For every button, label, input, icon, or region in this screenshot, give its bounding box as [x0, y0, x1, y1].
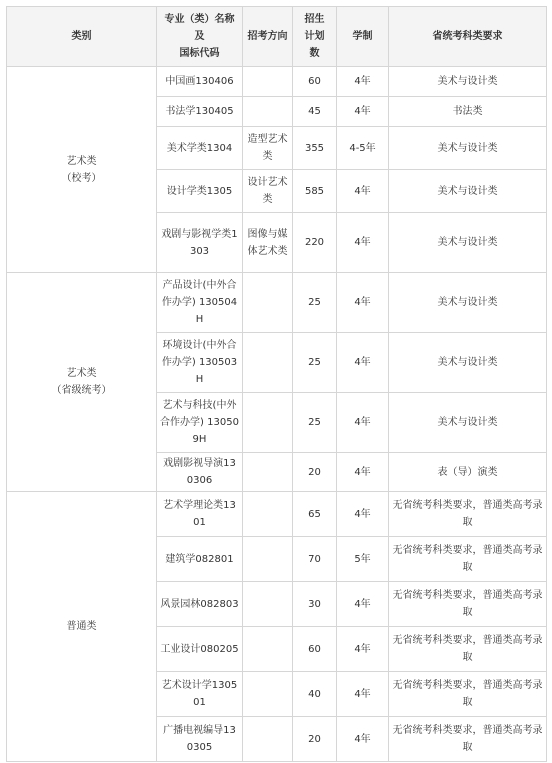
major-cell: 中国画130406: [157, 67, 243, 97]
header-direction: 招考方向: [243, 7, 293, 67]
direction-cell: [243, 537, 293, 582]
direction-cell: [243, 672, 293, 717]
direction-cell: [243, 492, 293, 537]
category-line: 艺术类: [66, 368, 97, 379]
header-years: 学制: [337, 7, 389, 67]
years-cell: 4年: [337, 67, 389, 97]
requirement-cell: 美术与设计类: [389, 213, 547, 273]
years-cell: 5年: [337, 537, 389, 582]
major-cell: 艺术与科技(中外合作办学) 130509H: [157, 393, 243, 453]
major-cell: 戏剧影视导演130306: [157, 453, 243, 492]
plan-cell: 25: [293, 333, 337, 393]
plan-cell: 65: [293, 492, 337, 537]
header-plan-line: 数: [309, 48, 320, 59]
category-line: （校考）: [61, 172, 102, 184]
plan-cell: 45: [293, 97, 337, 127]
requirement-cell: 无省统考科类要求，普通类高考录取: [389, 537, 547, 582]
category-line: 艺术类: [66, 155, 97, 167]
table-row: [7, 492, 547, 537]
header-category: 类别: [7, 7, 157, 67]
category-line: （省级统考）: [51, 385, 112, 396]
major-cell: 广播电视编导130305: [157, 717, 243, 762]
requirement-cell: 无省统考科类要求，普通类高考录取: [389, 582, 547, 627]
plan-cell: 20: [293, 453, 337, 492]
years-cell: 4-5年: [337, 127, 389, 170]
direction-cell: 造型艺术类: [243, 127, 293, 170]
years-cell: 4年: [337, 97, 389, 127]
requirement-cell: 无省统考科类要求，普通类高考录取: [389, 492, 547, 537]
major-cell: 艺术学理论类1301: [157, 492, 243, 537]
header-major-line: 专业（类）名称: [164, 14, 235, 25]
plan-cell: 60: [293, 627, 337, 672]
requirement-cell: 美术与设计类: [389, 170, 547, 213]
admissions-table: [6, 6, 547, 762]
header-plan: [293, 7, 337, 67]
plan-cell: 20: [293, 717, 337, 762]
years-cell: 4年: [337, 393, 389, 453]
plan-cell: 40: [293, 672, 337, 717]
years-cell: 4年: [337, 213, 389, 273]
major-cell: 美术学类1304: [157, 127, 243, 170]
table-row: [7, 273, 547, 333]
major-cell: 工业设计080205: [157, 627, 243, 672]
plan-cell: 70: [293, 537, 337, 582]
requirement-cell: 美术与设计类: [389, 273, 547, 333]
major-cell: 设计学类1305: [157, 170, 243, 213]
category-line: 普通类: [66, 621, 97, 632]
header-major-line: 及: [194, 31, 205, 42]
years-cell: 4年: [337, 582, 389, 627]
plan-cell: 355: [293, 127, 337, 170]
direction-cell: [243, 393, 293, 453]
plan-cell: 60: [293, 67, 337, 97]
plan-cell: 220: [293, 213, 337, 273]
header-plan-line: 计划: [304, 31, 325, 42]
years-cell: 4年: [337, 273, 389, 333]
requirement-cell: 无省统考科类要求，普通类高考录取: [389, 717, 547, 762]
major-cell: 环境设计(中外合作办学) 130503H: [157, 333, 243, 393]
major-cell: 艺术设计学130501: [157, 672, 243, 717]
requirement-cell: 书法类: [389, 97, 547, 127]
requirement-cell: 表（导）演类: [389, 453, 547, 492]
table-row: [7, 67, 547, 97]
requirement-cell: 美术与设计类: [389, 127, 547, 170]
header-row: [7, 7, 547, 67]
table-body: [7, 67, 547, 762]
requirement-cell: 美术与设计类: [389, 333, 547, 393]
requirement-cell: 美术与设计类: [389, 393, 547, 453]
major-cell: 戏剧与影视学类1303: [157, 213, 243, 273]
plan-cell: 25: [293, 393, 337, 453]
direction-cell: 设计艺术类: [243, 170, 293, 213]
direction-cell: [243, 333, 293, 393]
years-cell: 4年: [337, 492, 389, 537]
direction-cell: [243, 97, 293, 127]
header-major: [157, 7, 243, 67]
direction-cell: [243, 717, 293, 762]
years-cell: 4年: [337, 717, 389, 762]
major-cell: 产品设计(中外合作办学) 130504H: [157, 273, 243, 333]
category-cell: [7, 67, 157, 273]
plan-cell: 30: [293, 582, 337, 627]
direction-cell: [243, 582, 293, 627]
direction-cell: 图像与媒体艺术类: [243, 213, 293, 273]
plan-cell: 585: [293, 170, 337, 213]
major-cell: 风景园林082803: [157, 582, 243, 627]
years-cell: 4年: [337, 333, 389, 393]
category-cell: [7, 273, 157, 492]
requirement-cell: 无省统考科类要求，普通类高考录取: [389, 672, 547, 717]
header-requirement: 省统考科类要求: [389, 7, 547, 67]
requirement-cell: 美术与设计类: [389, 67, 547, 97]
requirement-cell: 无省统考科类要求，普通类高考录取: [389, 627, 547, 672]
years-cell: 4年: [337, 672, 389, 717]
table-header: [7, 7, 547, 67]
direction-cell: [243, 273, 293, 333]
direction-cell: [243, 627, 293, 672]
header-plan-line: 招生: [304, 14, 325, 25]
years-cell: 4年: [337, 453, 389, 492]
direction-cell: [243, 67, 293, 97]
major-cell: 建筑学082801: [157, 537, 243, 582]
years-cell: 4年: [337, 170, 389, 213]
direction-cell: [243, 453, 293, 492]
years-cell: 4年: [337, 627, 389, 672]
plan-cell: 25: [293, 273, 337, 333]
header-major-line: 国标代码: [179, 48, 220, 59]
major-cell: 书法学130405: [157, 97, 243, 127]
category-cell: [7, 492, 157, 762]
